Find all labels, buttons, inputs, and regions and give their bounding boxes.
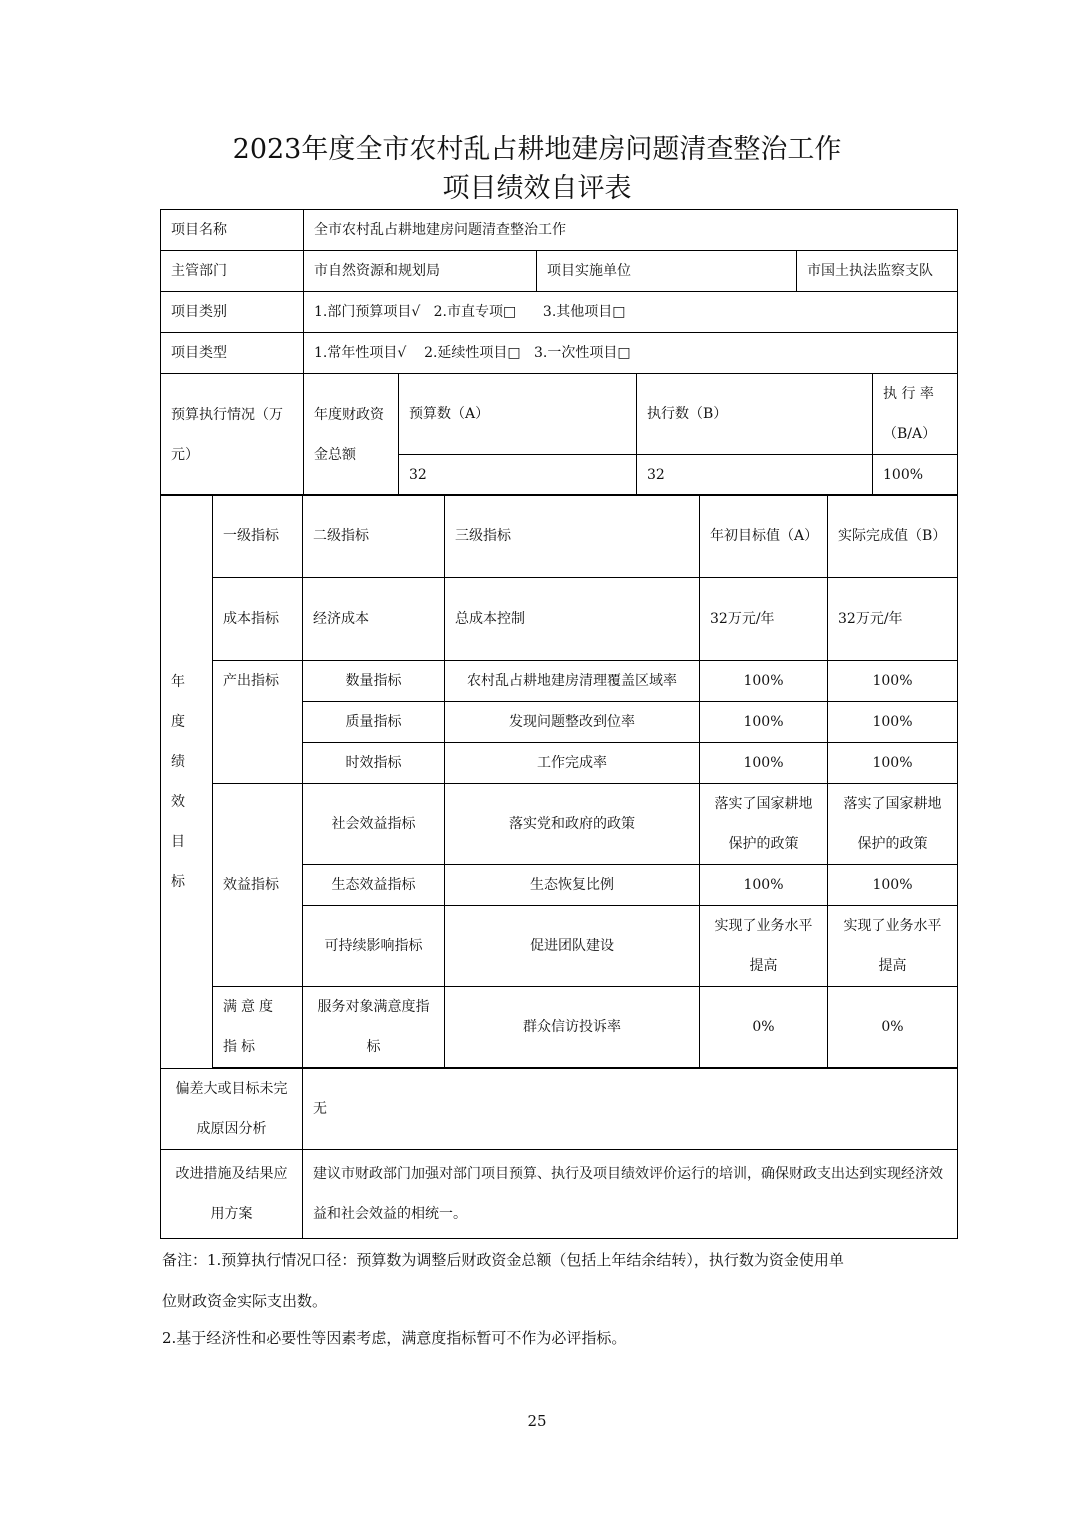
benefit-target: 落实了国家耕地保护的政策 bbox=[700, 784, 828, 865]
benefit-level2: 社会效益指标 bbox=[303, 784, 445, 865]
table-row bbox=[161, 495, 958, 578]
satisfaction-indicator-label: 满意度指标 bbox=[213, 987, 303, 1068]
note-1-continued: 位财政资金实际支出数。 bbox=[162, 1292, 328, 1310]
annual-goals-label: 年度绩效目标 bbox=[161, 495, 213, 1069]
improvement-label: 改进措施及结果应用方案 bbox=[161, 1150, 303, 1239]
output-level2: 时效指标 bbox=[303, 743, 445, 784]
benefit-level3: 促进团队建设 bbox=[445, 906, 700, 987]
output-level2: 数量指标 bbox=[303, 661, 445, 702]
table-row bbox=[161, 251, 958, 292]
project-name-value: 全市农村乱占耕地建房问题清查整治工作 bbox=[304, 210, 958, 251]
page-title: 2023年度全市农村乱占耕地建房问题清查整治工作 bbox=[232, 134, 842, 165]
benefit-level2: 生态效益指标 bbox=[303, 865, 445, 906]
output-level3: 农村乱占耕地建房清理覆盖区域率 bbox=[445, 661, 700, 702]
cost-indicator-label: 成本指标 bbox=[213, 578, 303, 661]
table-row bbox=[161, 784, 958, 865]
output-target: 100% bbox=[700, 661, 828, 702]
benefit-indicator-label: 效益指标 bbox=[213, 784, 303, 987]
table-row bbox=[161, 987, 958, 1068]
budget-value: 32 bbox=[399, 455, 637, 496]
output-actual: 100% bbox=[828, 743, 958, 784]
table-row bbox=[161, 661, 958, 702]
output-actual: 100% bbox=[828, 702, 958, 743]
improvement-value: 建议市财政部门加强对部门项目预算、执行及项目绩效评价运行的培训，确保财政支出达到实现经济效益和社会效益的相统一。 bbox=[303, 1150, 958, 1239]
benefit-level2: 可持续影响指标 bbox=[303, 906, 445, 987]
dept-value: 市自然资源和规划局 bbox=[304, 251, 537, 292]
page-subtitle: 项目绩效自评表 bbox=[442, 173, 632, 204]
type-options: 1.常年性项目√ 2.延续性项目□ 3.一次性项目□ bbox=[304, 333, 958, 374]
table-row bbox=[161, 578, 958, 661]
output-indicator-label: 产出指标 bbox=[213, 661, 303, 784]
satisfaction-actual: 0% bbox=[828, 987, 958, 1068]
benefit-actual: 100% bbox=[828, 865, 958, 906]
output-actual: 100% bbox=[828, 661, 958, 702]
table-row bbox=[161, 374, 958, 455]
satisfaction-level3: 群众信访投诉率 bbox=[445, 987, 700, 1068]
cost-target: 32万元/年 bbox=[700, 578, 828, 661]
output-level3: 工作完成率 bbox=[445, 743, 700, 784]
output-target: 100% bbox=[700, 743, 828, 784]
output-level2: 质量指标 bbox=[303, 702, 445, 743]
deviation-label: 偏差大或目标未完成原因分析 bbox=[161, 1069, 303, 1150]
deviation-value: 无 bbox=[303, 1069, 958, 1150]
exec-col-label: 执行数（B） bbox=[637, 374, 873, 455]
rate-value: 100% bbox=[873, 455, 958, 496]
benefit-actual: 落实了国家耕地保护的政策 bbox=[828, 784, 958, 865]
output-target: 100% bbox=[700, 702, 828, 743]
benefit-target: 100% bbox=[700, 865, 828, 906]
header-target: 年初目标值（A） bbox=[700, 495, 828, 578]
impl-unit-value: 市国土执法监察支队 bbox=[797, 251, 958, 292]
note-1: 备注：1.预算执行情况口径：预算数为调整后财政资金总额（包括上年结余结转），执行数为资金使用单 bbox=[162, 1251, 844, 1269]
page-number: 25 bbox=[527, 1412, 547, 1430]
header-level3: 三级指标 bbox=[445, 495, 700, 578]
project-info-table bbox=[160, 209, 958, 496]
table-row bbox=[161, 292, 958, 333]
table-row bbox=[161, 333, 958, 374]
budget-label: 预算执行情况（万元） bbox=[161, 374, 304, 496]
header-level1: 一级指标 bbox=[213, 495, 303, 578]
cost-level3: 总成本控制 bbox=[445, 578, 700, 661]
impl-unit-label: 项目实施单位 bbox=[537, 251, 797, 292]
category-label: 项目类别 bbox=[161, 292, 304, 333]
output-level3: 发现问题整改到位率 bbox=[445, 702, 700, 743]
table-row bbox=[161, 210, 958, 251]
budget-col-label: 预算数（A） bbox=[399, 374, 637, 455]
rate-col-label: 执 行 率（B/A） bbox=[873, 374, 958, 455]
table-row bbox=[161, 1069, 958, 1150]
benefit-level3: 生态恢复比例 bbox=[445, 865, 700, 906]
satisfaction-target: 0% bbox=[700, 987, 828, 1068]
header-actual: 实际完成值（B） bbox=[828, 495, 958, 578]
project-name-label: 项目名称 bbox=[161, 210, 304, 251]
type-label: 项目类型 bbox=[161, 333, 304, 374]
table-row bbox=[161, 1150, 958, 1239]
dept-label: 主管部门 bbox=[161, 251, 304, 292]
exec-value: 32 bbox=[637, 455, 873, 496]
performance-goals-table bbox=[160, 494, 958, 1239]
satisfaction-level2: 服务对象满意度指标 bbox=[303, 987, 445, 1068]
cost-actual: 32万元/年 bbox=[828, 578, 958, 661]
benefit-actual: 实现了业务水平提高 bbox=[828, 906, 958, 987]
cost-level2: 经济成本 bbox=[303, 578, 445, 661]
note-2: 2.基于经济性和必要性等因素考虑，满意度指标暂可不作为必评指标。 bbox=[162, 1329, 627, 1347]
funds-label: 年度财政资金总额 bbox=[304, 374, 399, 496]
category-options: 1.部门预算项目√ 2.市直专项□ 3.其他项目□ bbox=[304, 292, 958, 333]
benefit-target: 实现了业务水平提高 bbox=[700, 906, 828, 987]
header-level2: 二级指标 bbox=[303, 495, 445, 578]
benefit-level3: 落实党和政府的政策 bbox=[445, 784, 700, 865]
